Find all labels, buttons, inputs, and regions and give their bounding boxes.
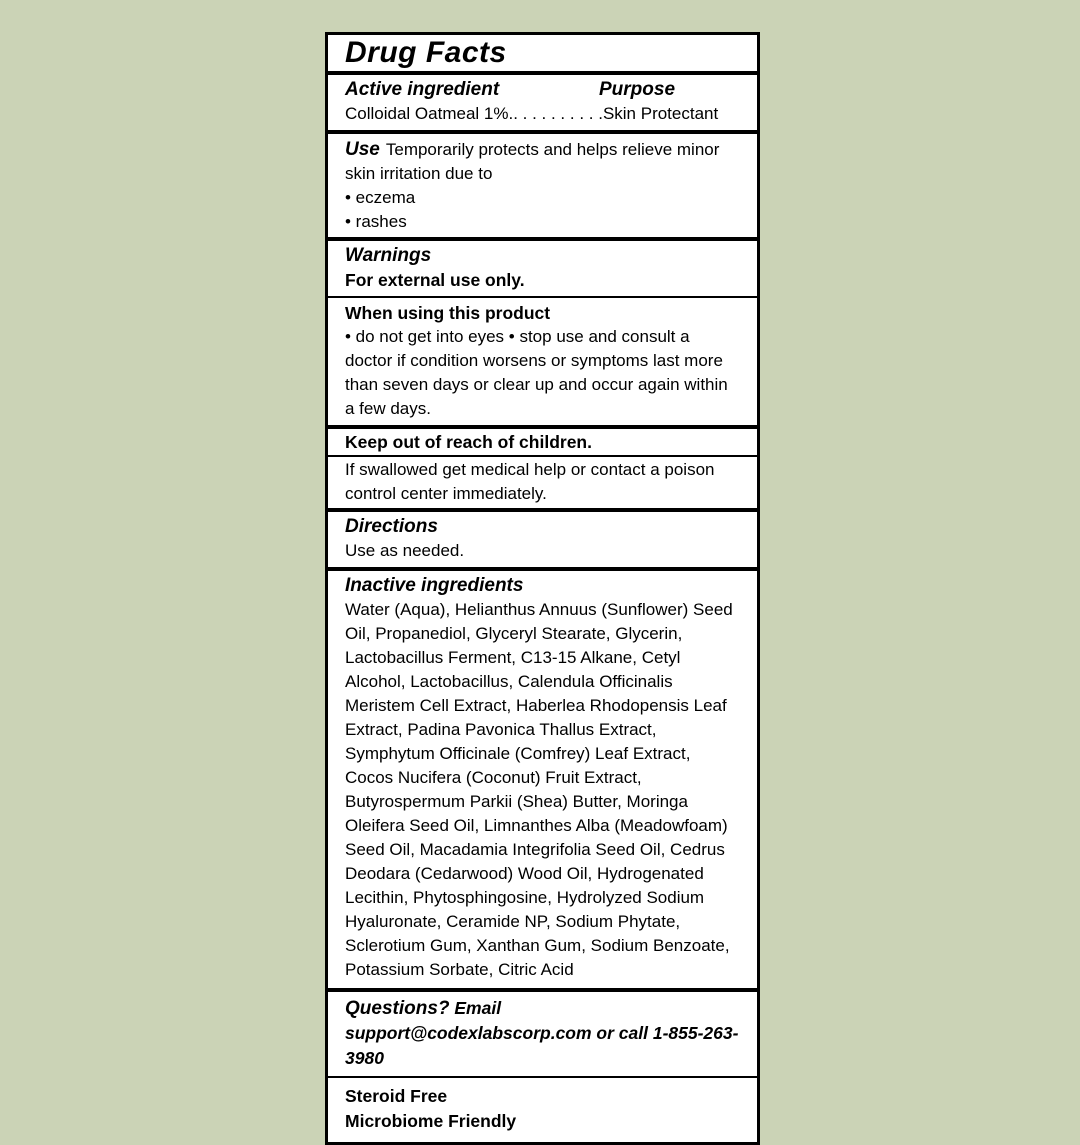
inactive-ingredients-text: Water (Aqua), Helianthus Annuus (Sunflower) Seed Oil, Propanediol, Glyceryl Stearate, Glycerin, Lactobacillus Ferment, C13-15 Alkane, Cetyl Alcohol, Lactobacillus, Calendula Officinalis Meristem Cell Extract, Haberlea Rhodopensis Leaf Extract, Padina Pavonica Thallus Extract, Symphytum Officinale (Comfrey) Leaf Extract, Cocos Nucifera (Coconut) Fruit Extract, Butyrospermum Parkii (Shea) Butter, Moringa Oleifera Seed Oil, Limnanthes Alba (Meadowfoam) Seed Oil, Macadamia Integrifolia Seed Oil, Cedrus Deodara (Cedarwood) Wood Oil, Hydrogenated Lecithin, Phytosphingosine, Hydrolyzed Sodium Hyaluronate, Ceramide NP, Sodium Phytate, Sclerotium Gum, Xanthan Gum, Sodium Benzoate, Potassium Sorbate, Citric Acid (345, 600, 733, 979)
inactive-ingredients-section (328, 567, 757, 988)
use-text: Temporarily protects and helps relieve minor skin irritation due to (345, 140, 720, 183)
use-bullet-rashes: • rashes (345, 212, 407, 231)
drug-facts-panel (325, 32, 760, 1145)
keep-out-section (328, 425, 757, 455)
claim-microbiome-friendly: Microbiome Friendly (345, 1111, 517, 1131)
when-using-section (328, 296, 757, 425)
inactive-ingredients-heading: Inactive ingredients (345, 575, 524, 596)
drug-facts-header (328, 35, 757, 71)
use-paragraph (345, 138, 741, 186)
swallowed-text: If swallowed get medical help or contact a poison control center immediately. (345, 460, 715, 503)
active-ingredient-section (328, 71, 757, 130)
use-bullet-eczema: • eczema (345, 188, 416, 207)
claims-section (328, 1076, 757, 1142)
warnings-heading: Warnings (345, 245, 432, 266)
questions-contact-text: Email support@codexlabscorp.com or call 1-855-263-3980 (345, 998, 739, 1068)
external-use-statement: For external use only. (345, 270, 525, 290)
warnings-section (328, 237, 757, 296)
use-section (328, 130, 757, 237)
use-heading: Use (345, 139, 380, 160)
claim-steroid-free: Steroid Free (345, 1086, 448, 1106)
drug-facts-title: Drug Facts (345, 36, 507, 69)
active-ingredient-row (345, 102, 741, 126)
dot-leader: .. . . . . . . . . . (508, 104, 603, 123)
questions-heading: Questions? (345, 998, 450, 1019)
when-using-heading: When using this product (345, 303, 551, 323)
directions-section (328, 508, 757, 567)
keep-out-statement: Keep out of reach of children. (345, 432, 592, 452)
when-using-text: • do not get into eyes • stop use and consult a doctor if condition worsens or symptoms last more than seven days or clear up and occur again within a few days. (345, 327, 728, 418)
directions-heading: Directions (345, 516, 438, 537)
questions-section (328, 988, 757, 1076)
purpose-heading: Purpose (599, 79, 676, 100)
active-ingredient-heading: Active ingredient (345, 79, 500, 100)
active-ingredient-heading-row (345, 78, 741, 102)
purpose-value: Skin Protectant (602, 104, 719, 123)
active-ingredient-name: Colloidal Oatmeal 1% (345, 104, 509, 123)
use-bullet-list (345, 186, 741, 234)
directions-text: Use as needed. (345, 541, 465, 560)
swallowed-section (328, 455, 757, 508)
